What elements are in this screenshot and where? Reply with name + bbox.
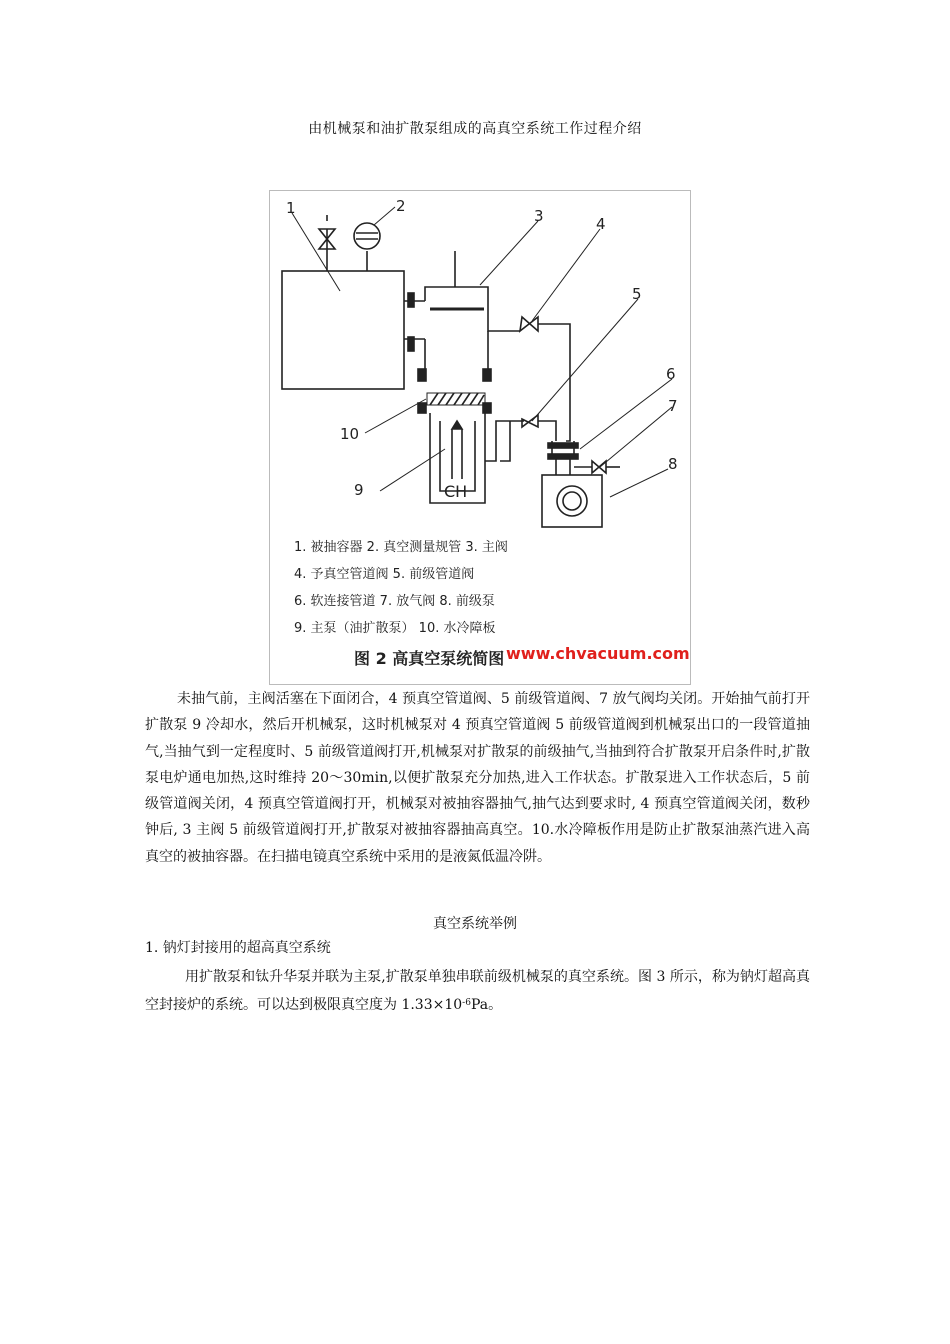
paragraph-process: 未抽气前，主阀活塞在下面闭合，4 预真空管道阀、5 前级管道阀、7 放气阀均关闭。开始抽气前打开扩散泵 9 冷却水，然后开机械泵，这时机械泵对 4 预真空管道阀 5 前级管道阀到机械泵出口的一段管道抽气,当抽气到一定程度时、5 前级管道阀打开,机械泵对扩散泵的前级抽气,当抽到符合扩散泵开启条件时,扩散泵电炉通电加热,这时维持 20～30min,以便扩散泵充分加热,进入工作状态。扩散泵进入工作状态后，5 前级管道阀关闭，4 预真空管道阀打开，机械泵对被抽容器抽气,抽气达到要求时, 4 预真空管道阀关闭，数秒钟后, 3 主阀 5 前级管道阀打开,扩散泵对被抽容器抽高真空。10.水冷障板作用是防止扩散泵油蒸汽进入高真空的被抽容器。在扫描电镜真空系统中采用的是液氮低温冷阱。 [145, 691, 810, 865]
heading-sodium-lamp: 1. 钠灯封接用的超高真空系统 [145, 940, 331, 956]
label-1: 1 [286, 199, 296, 217]
paragraph2-main: 用扩散泵和钛升华泵并联为主泵,扩散泵单独串联前级机械泵的真空系统。图 3 所示，称为钠灯超高真空封接炉的系统。可以达到极限真空度为 1.33×10 [145, 969, 810, 1014]
label-5: 5 [632, 285, 642, 303]
paragraph-sodium-lamp [145, 964, 810, 1019]
vacuum-system-figure [269, 190, 691, 685]
vacuum-system-diagram [270, 191, 690, 684]
label-6: 6 [666, 365, 676, 383]
legend-line-2: 4. 予真空管道阀 5. 前级管道阀 [294, 567, 475, 582]
legend-line-4: 9. 主泵（油扩散泵） 10. 水冷障板 [294, 621, 496, 636]
forepump-box [542, 475, 602, 527]
legend-line-3: 6. 软连接管道 7. 放气阀 8. 前级泵 [294, 594, 495, 609]
label-4: 4 [596, 215, 606, 233]
label-ch: CH [444, 482, 468, 501]
legend-line-1: 1. 被抽容器 2. 真空测量规管 3. 主阀 [294, 540, 508, 555]
figure-caption: 图 2 高真空泵统简图 [354, 649, 505, 668]
label-8: 8 [668, 455, 678, 473]
page-title: 由机械泵和油扩散泵组成的高真空系统工作过程介绍 [308, 121, 642, 137]
gauge-symbol [354, 223, 380, 249]
section-title: 真空系统举例 [433, 916, 517, 932]
paragraph2-exponent: -6 [462, 998, 471, 1009]
label-9: 9 [354, 481, 364, 499]
paragraph2-end: Pa。 [470, 997, 503, 1014]
container-box [282, 271, 404, 389]
label-7: 7 [668, 397, 678, 415]
watermark-text: www.chvacuum.com [506, 644, 690, 663]
label-2: 2 [396, 197, 406, 215]
label-3: 3 [534, 207, 544, 225]
label-10: 10 [340, 425, 360, 443]
